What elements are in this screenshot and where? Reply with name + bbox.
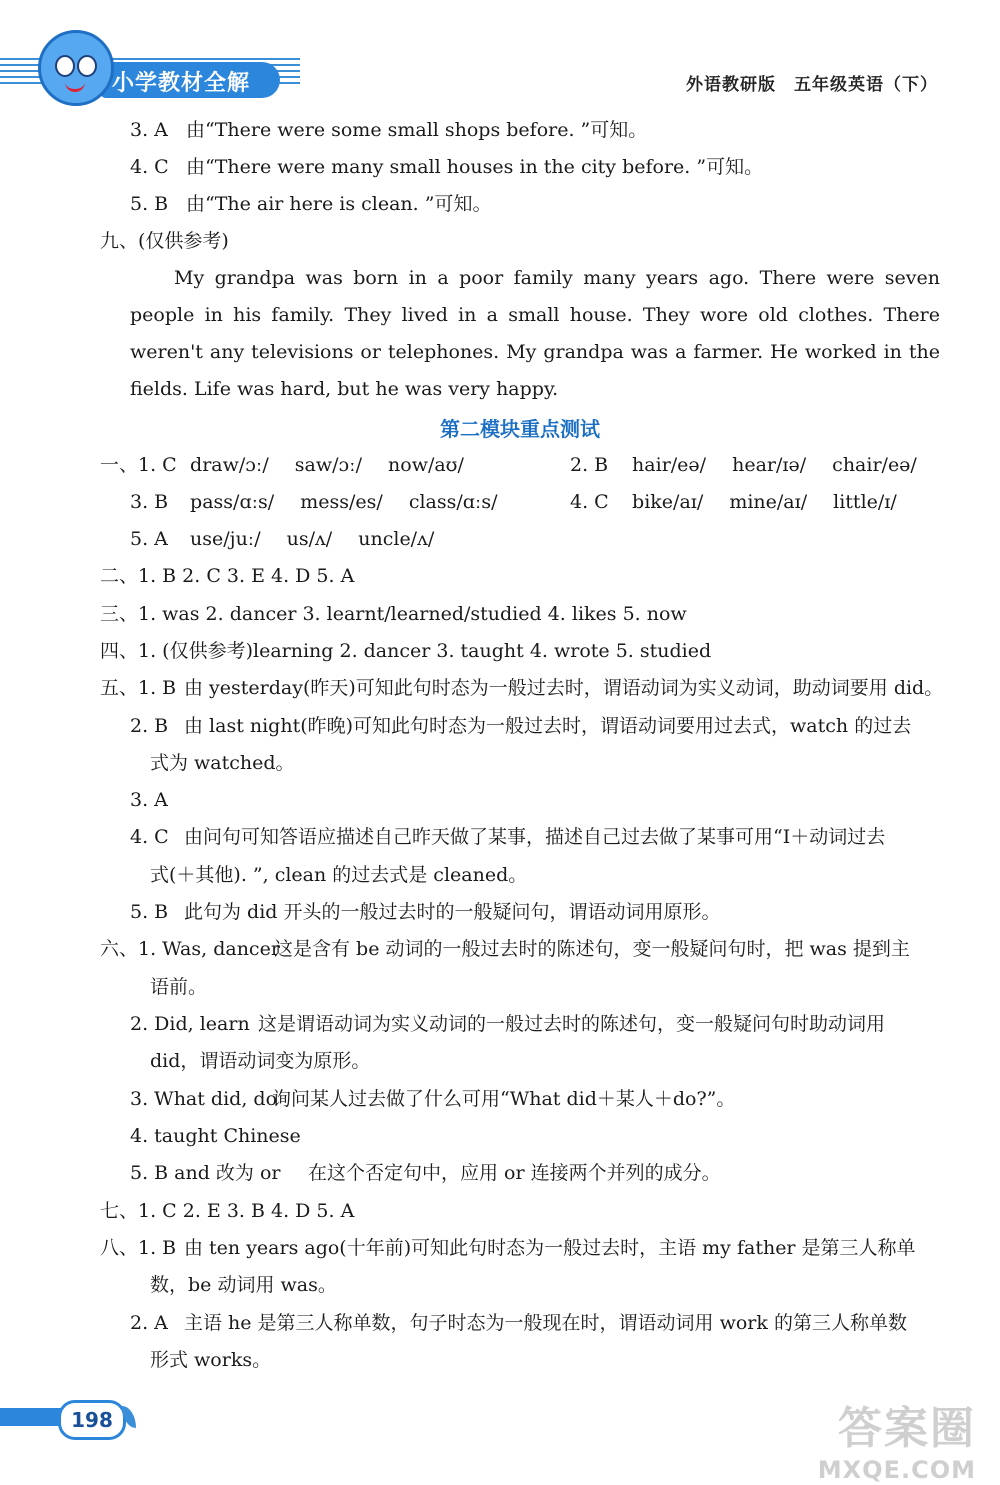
phonetic-row: 2. B hair/eə/ hear/ɪə/ chair/eə/: [570, 454, 917, 476]
answer-line: 六、1. Was, dancer这是含有 be 动词的一般过去时的陈述句，变一般疑问句时，把 was 提到主: [100, 938, 910, 960]
answer-line: 三、1. was 2. dancer 3. learnt/learned/studied 4. likes 5. now: [100, 603, 687, 625]
answer-line: 5. B 由“The air here is clean. ”可知。: [130, 193, 492, 215]
answer-line-cont: did，谓语动词变为原形。: [150, 1050, 371, 1072]
answer-line: 3. A 由“There were some small shops before. ”可知。: [130, 119, 648, 141]
answer-line: 2. B 由 last night(昨晚)可知此句时态为一般过去时，谓语动词要用过去式，watch 的过去: [130, 715, 912, 737]
phonetic-row: 3. B pass/ɑːs/ mess/es/ class/ɑːs/: [130, 491, 498, 513]
phonetic-row: 5. A use/juː/ us/ʌ/ uncle/ʌ/: [130, 528, 435, 550]
answer-line: 5. B 此句为 did 开头的一般过去时的一般疑问句，谓语动词用原形。: [130, 901, 721, 923]
answer-line-cont: 形式 works。: [150, 1349, 272, 1371]
answer-line: 5. B and 改为 or 在这个否定句中，应用 or 连接两个并列的成分。: [130, 1162, 721, 1184]
answer-line: 2. Did, learn 这是谓语动词为实义动词的一般过去时的陈述句，变一般疑问句时助动词用: [130, 1013, 886, 1035]
answer-line: 八、1. B 由 ten years ago(十年前)可知此句时态为一般过去时，主语 my father 是第三人称单: [100, 1237, 916, 1259]
answer-line: 七、1. C 2. E 3. B 4. D 5. A: [100, 1200, 355, 1222]
answer-line-cont: 语前。: [150, 976, 208, 998]
answer-line: 五、1. B 由 yesterday(昨天)可知此句时态为一般过去时，谓语动词为实义动词，助动词要用 did。: [100, 677, 944, 699]
phonetic-row: 4. C bike/aɪ/ mine/aɪ/ little/ɪ/: [570, 491, 897, 513]
essay-paragraph: My grandpa was born in a poor family many years ago. There were seven people in his family. They lived in a small house. They wore old clothes. There weren't any televisions or telephones. My grandpa was a farmer. He worked in the fields. Life was hard, but he was very happy.: [130, 267, 940, 400]
answer-line: 4. C 由问句可知答语应描述自己昨天做了某事，描述自己过去做了某事可用“I＋动词过去: [130, 826, 886, 848]
section-heading: 九、(仅供参考): [100, 230, 229, 252]
page-number: 198: [58, 1400, 126, 1440]
answer-line-cont: 数，be 动词用 was。: [150, 1274, 337, 1296]
answer-line: 2. A 主语 he 是第三人称单数，句子时态为一般现在时，谓语动词用 work 的第三人称单数: [130, 1312, 907, 1334]
phonetic-row: 一、1. C draw/ɔː/ saw/ɔː/ now/aʊ/: [100, 454, 464, 476]
publisher: 外语教研版: [686, 75, 776, 95]
answer-line: 4. C 由“There were many small houses in the city before. ”可知。: [130, 156, 764, 178]
answer-line-cont: 式为 watched。: [150, 752, 295, 774]
answer-line-cont: 式(＋其他). ”, clean 的过去式是 cleaned。: [150, 864, 528, 886]
answer-line: 3. What did, do询问某人过去做了什么可用“What did＋某人＋do?”。: [130, 1088, 736, 1110]
answer-line: 4. taught Chinese: [130, 1125, 301, 1147]
watermark: 答案圈 MXQE.COM: [817, 1403, 976, 1484]
mascot-icon: [38, 30, 114, 106]
answer-line: 四、1. (仅供参考)learning 2. dancer 3. taught 4. wrote 5. studied: [100, 640, 712, 662]
module-title: 第二模块重点测试: [440, 417, 600, 441]
answer-line: 二、1. B 2. C 3. E 4. D 5. A: [100, 565, 355, 587]
book-edition: [686, 70, 938, 95]
answer-line: 3. A: [130, 789, 168, 811]
page-header: [0, 0, 1000, 110]
grade-subject: 五年级英语（下）: [794, 75, 938, 95]
brand-title: 小学教材全解: [112, 71, 251, 96]
